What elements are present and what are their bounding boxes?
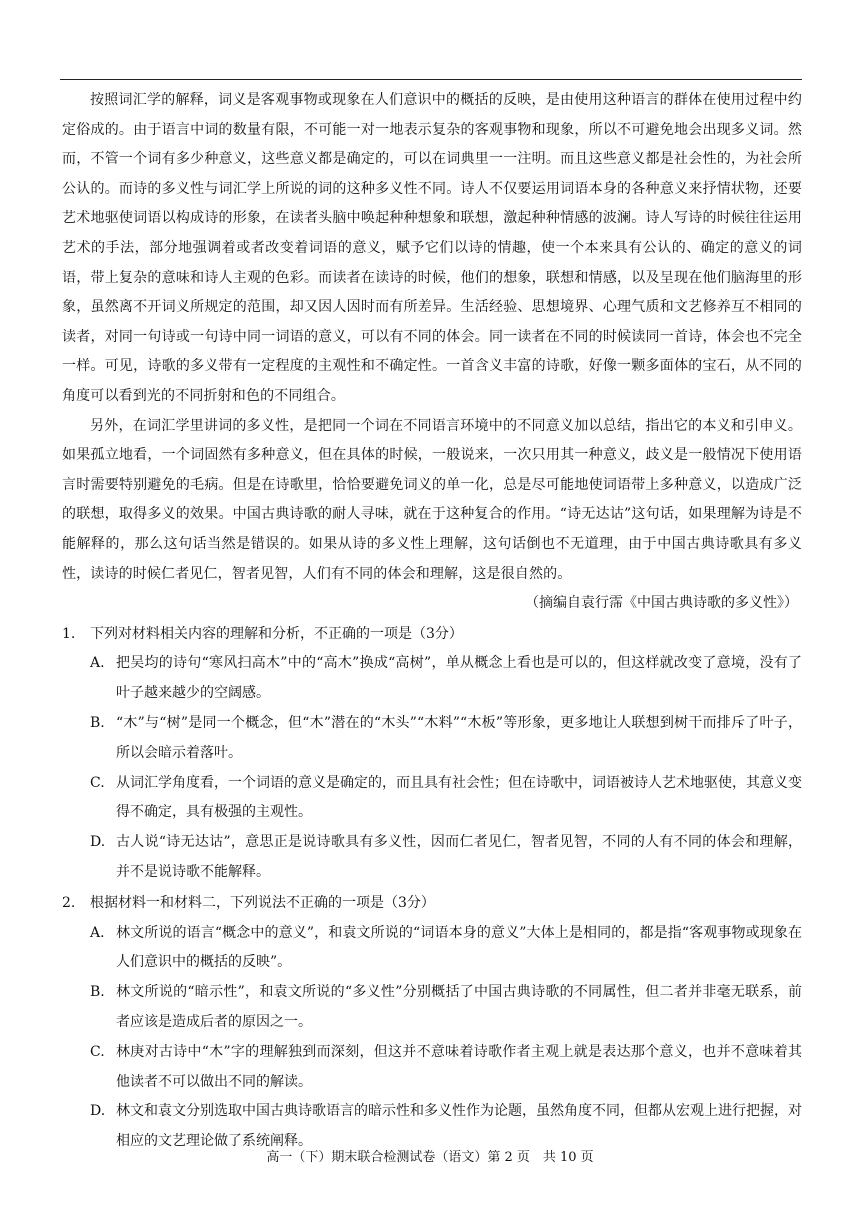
option-letter: B. <box>90 984 105 1001</box>
option-letter: B. <box>90 715 105 732</box>
option-text: “木”与“树”是同一个概念，但“木”潜在的“木头”“木料”“木板”等形象，更多地让人联想到树干而排斥了叶子，所以会暗示着落叶。 <box>116 715 802 761</box>
option-b <box>62 978 802 1038</box>
exam-page <box>62 86 802 1157</box>
question-text: 下列对材料相关内容的理解和分析，不正确的一项是（3分） <box>90 625 463 642</box>
option-text: 从词汇学角度看，一个词语的意义是确定的，而且具有社会性；但在诗歌中，词语被诗人艺术地驱使，其意义变得不确定，具有极强的主观性。 <box>116 774 802 821</box>
option-text: 林文所说的“暗示性”，和袁文所说的“多义性”分别概括了中国古典诗歌的不同属性，但二者并非毫无联系，前者应该是造成后者的原因之一。 <box>116 984 802 1031</box>
option-letter: D. <box>90 1103 106 1120</box>
option-a <box>62 919 802 979</box>
question-1 <box>62 620 802 888</box>
passage-paragraph-1: 按照词汇学的解释，词义是客观事物或现象在人们意识中的概括的反映，是由使用这种语言的群体在使用过程中约定俗成的。由于语言中词的数量有限，不可能一对一地表示复杂的客观事物和现象，所以不可避免地会出现多义词。然而，不管一个词有多少种意义，这些意义都是确定的，可以在词典里一一注明。而且这些意义都是社会性的，为社会所公认的。而诗的多义性与词汇学上所说的词的这种多义性不同。诗人不仅要运用词语本身的各种意义来抒情状物，还要艺术地驱使词语以构成诗的形象，在读者头脑中唤起种种想象和联想，激起种种情感的波澜。诗人写诗的时候往往运用艺术的手法，部分地强调着或者改变着词语的意义，赋予它们以诗的情趣，使一个本来具有公认的、确定的意义的词语，带上复杂的意味和诗人主观的色彩。而读者在读诗的时候，他们的想象，联想和情感，以及呈现在他们脑海里的形象，虽然离不开词义所规定的范围，却又因人因时而有所差异。生活经验、思想境界、心理气质和文艺修养互不相同的读者，对同一句诗或一句诗中同一词语的意义，可以有不同的体会。同一读者在不同的时候读同一首诗，体会也不完全一样。可见，诗歌的多义带有一定程度的主观性和不确定性。一首含义丰富的诗歌，好像一颗多面体的宝石，从不同的角度可以看到光的不同折射和色的不同组合。 <box>62 92 802 404</box>
option-b <box>62 709 802 769</box>
option-letter: C. <box>90 774 105 791</box>
option-letter: A. <box>90 924 105 941</box>
option-letter: A. <box>90 655 105 672</box>
option-c <box>62 1038 802 1098</box>
option-text: 林文和袁文分别选取中国古典诗歌语言的暗示性和多义性作为论题，虽然角度不同，但都从宏观上进行把握，对相应的文艺理论做了系统阐释。 <box>116 1103 802 1150</box>
option-letter: C. <box>90 1043 105 1060</box>
option-text: 把吴均的诗句“寒风扫高木”中的“高木”换成“高树”，单从概念上看也是可以的，但这样就改变了意境，没有了叶子越来越少的空阔感。 <box>116 655 802 702</box>
header-rule <box>60 79 802 80</box>
option-text: 林文所说的语言“概念中的意义”，和袁文所说的“词语本身的意义”大体上是相同的，都是指“客观事物或现象在人们意识中的概括的反映”。 <box>116 924 802 971</box>
option-c <box>62 769 802 829</box>
passage-paragraph-2: 另外，在词汇学里讲词的多义性，是把同一个词在不同语言环境中的不同意义加以总结，指出它的本义和引申义。如果孤立地看，一个词固然有多种意义，但在具体的时候，一般说来，一次只用其一种意义，歧义是一般情况下使用语言时需要特别避免的毛病。但是在诗歌里，恰恰要避免词义的单一化，总是尽可能地使词语带上多种意义，以造成广泛的联想，取得多义的效果。中国古典诗歌的耐人寻味，就在于这种复合的作用。“诗无达诂”这句话，如果理解为诗是不能解释的，那么这句话当然是错误的。如果从诗的多义性上理解，这句话倒也不无道理，由于中国古典诗歌具有多义性，读诗的时候仁者见仁，智者见智，人们有不同的体会和理解，这是很自然的。 <box>62 417 802 582</box>
question-number: 1. <box>62 625 76 642</box>
option-text: 古人说“诗无达诂”，意思正是说诗歌具有多义性，因而仁者见仁，智者见智，不同的人有不同的体会和理解，并不是说诗歌不能解释。 <box>116 834 802 881</box>
option-text: 林庚对古诗中“木”字的理解独到而深刻，但这并不意味着诗歌作者主观上就是表达那个意义，也并不意味着其他读者不可以做出不同的解读。 <box>116 1043 802 1090</box>
question-number: 2. <box>62 894 76 911</box>
passage-source: （摘编自袁行霈《中国古典诗歌的多义性》） <box>525 595 798 612</box>
question-2 <box>62 889 802 1157</box>
question-stem <box>62 620 802 650</box>
option-letter: D. <box>90 834 106 851</box>
question-stem <box>62 889 802 919</box>
page-footer: 高一（下）期末联合检测试卷（语文）第 2 页 共 10 页 <box>266 1150 594 1165</box>
option-d <box>62 828 802 888</box>
question-text: 根据材料一和材料二，下列说法不正确的一项是（3分） <box>90 894 435 911</box>
option-a <box>62 649 802 709</box>
